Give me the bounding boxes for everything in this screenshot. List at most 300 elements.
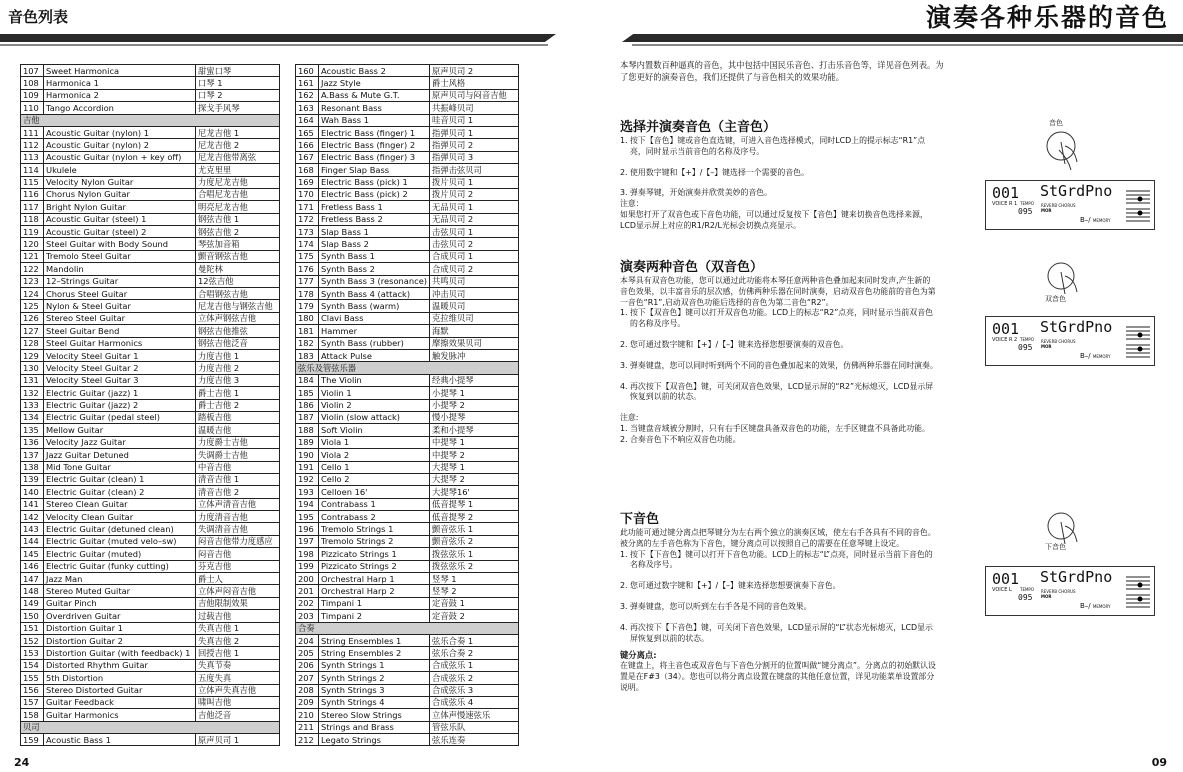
voice-number: 109 xyxy=(21,89,44,101)
table-row xyxy=(21,399,280,411)
voice-name-en: Jazz Style xyxy=(319,77,430,89)
table-row xyxy=(296,387,519,399)
voice-name-en: Tremolo Strings 1 xyxy=(319,523,430,535)
table-row xyxy=(296,325,519,337)
lcd-voice-label: VOICE R 2 xyxy=(992,337,1018,343)
table-row xyxy=(296,151,519,163)
voice-number: 131 xyxy=(21,374,44,386)
voice-name-cn: 钢弦吉他 1 xyxy=(196,213,280,225)
voice-number: 154 xyxy=(21,659,44,671)
header-rule-thin xyxy=(0,44,548,46)
voice-name-en: Legato Strings xyxy=(319,734,430,746)
voice-name-cn: 尤克里里 xyxy=(196,164,280,176)
voice-number: 129 xyxy=(21,349,44,361)
voice-name-en: Finger Slap Bass xyxy=(319,164,430,176)
voice-number: 137 xyxy=(21,449,44,461)
voice-number: 209 xyxy=(296,696,319,708)
voice-table-2 xyxy=(295,64,519,746)
voice-name-en: Ukulele xyxy=(44,164,196,176)
voice-number: 202 xyxy=(296,597,319,609)
staff-icon xyxy=(1126,321,1150,361)
voice-name-en: Contrabass 2 xyxy=(319,511,430,523)
table-row xyxy=(296,139,519,151)
voice-number: 168 xyxy=(296,164,319,176)
lcd-voice-label: VOICE R 1 xyxy=(992,201,1018,207)
voice-name-cn: 弦乐合奏 2 xyxy=(430,647,519,659)
voice-number: 140 xyxy=(21,486,44,498)
lcd-display xyxy=(985,316,1155,366)
voice-name-cn: 失调清音吉他 xyxy=(196,523,280,535)
voice-number: 144 xyxy=(21,535,44,547)
table-row xyxy=(21,424,280,436)
table-row xyxy=(21,461,280,473)
voice-number: 136 xyxy=(21,436,44,448)
table-row xyxy=(296,548,519,560)
table-row xyxy=(296,659,519,671)
voice-name-en: Acoustic Guitar (steel) 1 xyxy=(44,213,196,225)
voice-name-cn: 拨弦弦乐 1 xyxy=(430,548,519,560)
voice-name-en: Electric Guitar (clean) 2 xyxy=(44,486,196,498)
table-row xyxy=(296,473,519,485)
voice-number: 153 xyxy=(21,647,44,659)
voice-name-cn: 指弹贝司 1 xyxy=(430,126,519,138)
table-row xyxy=(296,734,519,746)
voice-number: 119 xyxy=(21,226,44,238)
voice-name-en: Velocity Jazz Guitar xyxy=(44,436,196,448)
voice-name-cn: 哇音贝司 1 xyxy=(430,114,519,126)
voice-name-cn: 原声贝司 1 xyxy=(196,734,280,746)
voice-name-en: Violin 2 xyxy=(319,399,430,411)
voice-name-cn: 钢弦吉他泛音 xyxy=(196,337,280,349)
category-label: 贝司 xyxy=(21,721,280,733)
voice-number: 175 xyxy=(296,250,319,262)
voice-number: 122 xyxy=(21,263,44,275)
voice-name-cn: 清音吉他 2 xyxy=(196,486,280,498)
voice-name-cn: 失调爵士吉他 xyxy=(196,449,280,461)
table-row xyxy=(21,647,280,659)
step-text: 4. 再次按下【双音色】键，可关闭双音色效果，LCD显示屏的“R2”光标熄灭，LCD显示屏恢复到以前的状态。 xyxy=(620,381,934,402)
table-row xyxy=(296,89,519,101)
voice-name-cn: 立体声清音吉他 xyxy=(196,498,280,510)
table-row xyxy=(21,523,280,535)
button-label: 双音色 xyxy=(1045,295,1066,303)
header-rule-thin xyxy=(632,44,1183,46)
table-row xyxy=(21,300,280,312)
voice-number: 211 xyxy=(296,721,319,733)
table-row xyxy=(296,411,519,423)
table-row xyxy=(296,312,519,324)
table-row xyxy=(21,250,280,262)
voice-number: 164 xyxy=(296,114,319,126)
lcd-tempo-label: TEMPO xyxy=(1020,201,1034,206)
voice-number: 108 xyxy=(21,77,44,89)
voice-name-en: Cello 1 xyxy=(319,461,430,473)
voice-name-en: Bright Nylon Guitar xyxy=(44,201,196,213)
voice-name-en: The Violin xyxy=(319,374,430,386)
lcd-beat: B–/ MEMORY xyxy=(1080,216,1111,224)
voice-name-en: Pizzicato Strings 1 xyxy=(319,548,430,560)
voice-name-en: Steel Guitar Bend xyxy=(44,325,196,337)
lcd-beat: B–/ MEMORY xyxy=(1080,352,1111,360)
right-header: 演奏各种乐器的音色 xyxy=(925,3,1169,32)
table-row xyxy=(296,498,519,510)
table-row xyxy=(296,573,519,585)
table-row xyxy=(21,188,280,200)
voice-name-cn: 力度尼龙吉他 xyxy=(196,176,280,188)
voice-number: 177 xyxy=(296,275,319,287)
voice-name-en: Electric Guitar (jazz) 2 xyxy=(44,399,196,411)
voice-name-en: Guitar Feedback xyxy=(44,696,196,708)
voice-name-cn: 弦乐连奏 xyxy=(430,734,519,746)
header-rule xyxy=(0,34,556,42)
voice-name-cn: 柔和小提琴 xyxy=(430,424,519,436)
voice-name-en: Synth Bass 2 xyxy=(319,263,430,275)
voice-name-cn: 低音提琴 2 xyxy=(430,511,519,523)
voice-name-en: Electric Guitar (pedal steel) xyxy=(44,411,196,423)
voice-name-cn: 共鸣贝司 xyxy=(430,275,519,287)
voice-name-en: Wah Bass 1 xyxy=(319,114,430,126)
table-row xyxy=(21,102,280,114)
table-row xyxy=(21,176,280,188)
table-row xyxy=(21,238,280,250)
voice-name-en: Soft Violin xyxy=(319,424,430,436)
voice-number: 174 xyxy=(296,238,319,250)
left-page-number: 24 xyxy=(14,756,30,769)
voice-number: 149 xyxy=(21,597,44,609)
voice-number: 196 xyxy=(296,523,319,535)
voice-name-en: Orchestral Harp 1 xyxy=(319,573,430,585)
voice-name-en: Velocity Nylon Guitar xyxy=(44,176,196,188)
table-row xyxy=(296,511,519,523)
voice-name-cn: 曼陀林 xyxy=(196,263,280,275)
voice-name-cn: 尼龙吉他带离弦 xyxy=(196,151,280,163)
voice-name-en: Steel Guitar Harmonics xyxy=(44,337,196,349)
voice-name-cn: 触发脉冲 xyxy=(430,349,519,361)
voice-number: 163 xyxy=(296,102,319,114)
table-row xyxy=(21,337,280,349)
hand-press-icon xyxy=(1041,128,1089,172)
step-text: 1. 按下【双音色】键可以打开双音色功能。LCD上的标志“R2”点亮，同时显示当前双音色的名称及序号。 xyxy=(620,308,933,329)
voice-name-cn: 立体声闷音吉他 xyxy=(196,585,280,597)
table-row xyxy=(21,535,280,547)
table-row xyxy=(21,164,280,176)
step-text: 1. 按下【音色】键或音色直选键，可进入音色选择模式，同时LCD上的提示标志“R1”点亮，同时显示当前音色的名称及序号。 xyxy=(620,136,926,156)
voice-number: 134 xyxy=(21,411,44,423)
voice-number: 200 xyxy=(296,573,319,585)
voice-number: 195 xyxy=(296,511,319,523)
voice-name-en: Electric Bass (finger) 3 xyxy=(319,151,430,163)
table-row xyxy=(296,275,519,287)
table-row xyxy=(21,449,280,461)
voice-name-cn: 合成贝司 2 xyxy=(430,263,519,275)
voice-name-cn: 无品贝司 2 xyxy=(430,213,519,225)
voice-name-en: Chorus Nylon Guitar xyxy=(44,188,196,200)
voice-name-en: Distortion Guitar 2 xyxy=(44,634,196,646)
table-row xyxy=(21,89,280,101)
voice-number: 191 xyxy=(296,461,319,473)
voice-name-cn: 指弹贝司 3 xyxy=(430,151,519,163)
table-row xyxy=(21,436,280,448)
voice-name-en: Guitar Pinch xyxy=(44,597,196,609)
voice-name-cn: 竖琴 2 xyxy=(430,585,519,597)
voice-number: 170 xyxy=(296,188,319,200)
voice-name-cn: 琴弦加音箱 xyxy=(196,238,280,250)
voice-number: 183 xyxy=(296,349,319,361)
step-text: 2. 使用数字键和【+】/【–】键选择一个需要的音色。 xyxy=(620,167,809,177)
voice-number: 207 xyxy=(296,672,319,684)
table-row xyxy=(21,139,280,151)
table-row xyxy=(296,263,519,275)
voice-name-en: Mandolin xyxy=(44,263,196,275)
voice-name-en: Violin (slow attack) xyxy=(319,411,430,423)
voice-name-en: Synth Bass 4 (attack) xyxy=(319,288,430,300)
table-row xyxy=(21,610,280,622)
voice-name-en: Mid Tone Guitar xyxy=(44,461,196,473)
right-page xyxy=(592,0,1183,772)
button-label: 音色 xyxy=(1049,119,1063,127)
table-row xyxy=(296,238,519,250)
voice-number: 112 xyxy=(21,139,44,151)
voice-name-cn: 清音吉他 1 xyxy=(196,473,280,485)
table-row xyxy=(21,226,280,238)
section-dual-voice xyxy=(620,260,938,446)
voice-name-cn: 尼龙吉他 2 xyxy=(196,139,280,151)
voice-name-cn: 大提琴 1 xyxy=(430,461,519,473)
voice-name-en: Electric Bass (finger) 2 xyxy=(319,139,430,151)
table-row xyxy=(296,449,519,461)
voice-number: 107 xyxy=(21,65,44,77)
voice-name-cn: 中提琴 2 xyxy=(430,449,519,461)
table-row xyxy=(296,486,519,498)
table-row xyxy=(21,672,280,684)
voice-name-en: Synth Bass 1 xyxy=(319,250,430,262)
voice-name-en: Distortion Guitar (with feedback) 1 xyxy=(44,647,196,659)
voice-number: 203 xyxy=(296,610,319,622)
voice-number: 181 xyxy=(296,325,319,337)
table-row xyxy=(296,126,519,138)
voice-number: 143 xyxy=(21,523,44,535)
voice-name-en: Stereo Steel Guitar xyxy=(44,312,196,324)
voice-name-en: Hammer xyxy=(319,325,430,337)
voice-number: 148 xyxy=(21,585,44,597)
voice-name-cn: 回授吉他 1 xyxy=(196,647,280,659)
table-row xyxy=(296,709,519,721)
voice-name-cn: 甜蜜口琴 xyxy=(196,65,280,77)
table-row xyxy=(21,201,280,213)
voice-name-en: String Ensembles 2 xyxy=(319,647,430,659)
voice-name-en: Synth Strings 4 xyxy=(319,696,430,708)
voice-name-cn: 口琴 1 xyxy=(196,77,280,89)
voice-name-cn: 大提琴16' xyxy=(430,486,519,498)
voice-name-cn: 指弹贝司 2 xyxy=(430,139,519,151)
voice-name-cn: 定音鼓 2 xyxy=(430,610,519,622)
voice-name-cn: 共振峰贝司 xyxy=(430,102,519,114)
voice-name-en: Distortion Guitar 1 xyxy=(44,622,196,634)
voice-name-en: Timpani 2 xyxy=(319,610,430,622)
voice-name-cn: 温暖贝司 xyxy=(430,300,519,312)
lcd-voice-name: StGrdPno xyxy=(1040,318,1113,336)
voice-number: 212 xyxy=(296,734,319,746)
voice-name-en: Electric Guitar (clean) 1 xyxy=(44,473,196,485)
voice-number: 206 xyxy=(296,659,319,671)
voice-name-en: Jazz Man xyxy=(44,573,196,585)
category-row xyxy=(296,362,519,374)
lcd-voice-name: StGrdPno xyxy=(1040,568,1113,586)
voice-name-en: Distorted Rhythm Guitar xyxy=(44,659,196,671)
table-row xyxy=(296,560,519,572)
table-row xyxy=(21,659,280,671)
voice-name-en: Contrabass 1 xyxy=(319,498,430,510)
voice-name-cn: 定音鼓 1 xyxy=(430,597,519,609)
table-row xyxy=(296,585,519,597)
voice-name-en: Nylon & Steel Guitar xyxy=(44,300,196,312)
voice-number: 139 xyxy=(21,473,44,485)
voice-number: 173 xyxy=(296,226,319,238)
voice-name-en: Stereo Slow Strings xyxy=(319,709,430,721)
table-row xyxy=(21,325,280,337)
voice-name-en: Stereo Muted Guitar xyxy=(44,585,196,597)
voice-number: 185 xyxy=(296,387,319,399)
voice-name-en: Electric Guitar (muted velo–sw) xyxy=(44,535,196,547)
table-row xyxy=(296,300,519,312)
voice-number: 205 xyxy=(296,647,319,659)
table-row xyxy=(296,250,519,262)
table-row xyxy=(296,288,519,300)
note-label: 注意: xyxy=(620,413,639,423)
table-row xyxy=(21,213,280,225)
sub-title: 键分离点: xyxy=(620,650,657,661)
voice-name-cn: 小提琴 1 xyxy=(430,387,519,399)
voice-name-cn: 拨片贝司 2 xyxy=(430,188,519,200)
voice-name-cn: 啸叫吉他 xyxy=(196,696,280,708)
voice-name-cn: 颤音弦乐 1 xyxy=(430,523,519,535)
voice-name-cn: 五度失真 xyxy=(196,672,280,684)
voice-number: 159 xyxy=(21,734,44,746)
voice-name-cn: 合唱尼龙吉他 xyxy=(196,188,280,200)
lcd-display xyxy=(985,180,1155,230)
voice-name-cn: 失真吉他 2 xyxy=(196,634,280,646)
voice-name-en: Slap Bass 2 xyxy=(319,238,430,250)
voice-number: 130 xyxy=(21,362,44,374)
voice-name-en: Stereo Clean Guitar xyxy=(44,498,196,510)
voice-name-en: Mellow Guitar xyxy=(44,424,196,436)
voice-name-en: Synth Bass (rubber) xyxy=(319,337,430,349)
table-row xyxy=(21,696,280,708)
voice-name-cn: 力度爵士吉他 xyxy=(196,436,280,448)
voice-name-cn: 海默 xyxy=(430,325,519,337)
table-row xyxy=(296,201,519,213)
left-page xyxy=(0,0,590,772)
table-row xyxy=(21,597,280,609)
voice-name-en: Clavi Bass xyxy=(319,312,430,324)
table-row xyxy=(296,610,519,622)
step-text: 3. 弹奏琴键，开始演奏并欣赏美妙的音色。 xyxy=(620,188,773,198)
voice-name-cn: 慢小提琴 xyxy=(430,411,519,423)
table-row xyxy=(296,535,519,547)
table-row xyxy=(296,176,519,188)
table-row xyxy=(21,585,280,597)
figure-dual-voice xyxy=(985,262,1155,374)
voice-name-cn: 芬克吉他 xyxy=(196,560,280,572)
voice-number: 194 xyxy=(296,498,319,510)
voice-name-en: Harmonica 1 xyxy=(44,77,196,89)
voice-number: 138 xyxy=(21,461,44,473)
voice-name-en: Cello 2 xyxy=(319,473,430,485)
voice-name-cn: 探戈手风琴 xyxy=(196,102,280,114)
table-row xyxy=(21,560,280,572)
voice-name-en: Acoustic Guitar (nylon + key off) xyxy=(44,151,196,163)
table-row xyxy=(21,263,280,275)
voice-name-cn: 失真节奏 xyxy=(196,659,280,671)
voice-name-cn: 尼龙吉他 1 xyxy=(196,126,280,138)
voice-number: 127 xyxy=(21,325,44,337)
voice-number: 186 xyxy=(296,399,319,411)
step-text: 2. 您可通过数字键和【+】/【–】键来选择您想要演奏的双音色。 xyxy=(620,339,849,349)
table-row xyxy=(21,411,280,423)
voice-name-cn: 弦乐合奏 1 xyxy=(430,634,519,646)
step-text: 1. 按下【下音色】键可以打开下音色功能。LCD上的标志“L”点亮，同时显示当前下音色的名称及序号。 xyxy=(620,549,933,570)
voice-number: 117 xyxy=(21,201,44,213)
voice-number: 197 xyxy=(296,535,319,547)
voice-number: 128 xyxy=(21,337,44,349)
voice-name-cn: 力度吉他 3 xyxy=(196,374,280,386)
lcd-tempo-value: 095 xyxy=(1018,343,1033,352)
voice-name-cn: 低音提琴 1 xyxy=(430,498,519,510)
voice-name-en: Steel Guitar with Body Sound xyxy=(44,238,196,250)
note-text: 2. 合奏音色下不响应双音色功能。 xyxy=(620,434,741,444)
table-row xyxy=(21,548,280,560)
voice-number: 190 xyxy=(296,449,319,461)
voice-number: 187 xyxy=(296,411,319,423)
voice-number: 189 xyxy=(296,436,319,448)
voice-name-cn: 竖琴 1 xyxy=(430,573,519,585)
voice-number: 116 xyxy=(21,188,44,200)
voice-name-cn: 爵士吉他 2 xyxy=(196,399,280,411)
table-row xyxy=(296,114,519,126)
voice-name-cn: 管弦乐队 xyxy=(430,721,519,733)
table-row xyxy=(296,226,519,238)
voice-number: 114 xyxy=(21,164,44,176)
voice-name-en: Tremolo Steel Guitar xyxy=(44,250,196,262)
voice-name-en: Synth Strings 1 xyxy=(319,659,430,671)
voice-name-cn: 小提琴 2 xyxy=(430,399,519,411)
category-row xyxy=(296,622,519,634)
voice-name-en: 12–Strings Guitar xyxy=(44,275,196,287)
voice-name-en: Tremolo Strings 2 xyxy=(319,535,430,547)
lcd-tempo-label: TEMPO xyxy=(1020,337,1034,342)
voice-name-en: Acoustic Guitar (nylon) 2 xyxy=(44,139,196,151)
lcd-effects: REVERB CHORUS MOR xyxy=(1041,203,1076,213)
table-row xyxy=(21,709,280,721)
voice-number: 152 xyxy=(21,634,44,646)
voice-name-cn: 力度吉他 1 xyxy=(196,349,280,361)
voice-name-en: Overdriven Guitar xyxy=(44,610,196,622)
section-lower-voice xyxy=(620,512,938,694)
voice-name-cn: 经典小提琴 xyxy=(430,374,519,386)
voice-name-en: Viola 1 xyxy=(319,436,430,448)
voice-name-en: Electric Bass (pick) 2 xyxy=(319,188,430,200)
voice-name-cn: 吉他限制效果 xyxy=(196,597,280,609)
table-row xyxy=(21,288,280,300)
table-row xyxy=(296,337,519,349)
voice-name-en: Harmonica 2 xyxy=(44,89,196,101)
table-row xyxy=(296,164,519,176)
voice-name-en: Sweet Harmonica xyxy=(44,65,196,77)
voice-name-en: Orchestral Harp 2 xyxy=(319,585,430,597)
section-main-voice xyxy=(620,120,938,232)
table-row xyxy=(296,597,519,609)
voice-name-en: Stereo Distorted Guitar xyxy=(44,684,196,696)
